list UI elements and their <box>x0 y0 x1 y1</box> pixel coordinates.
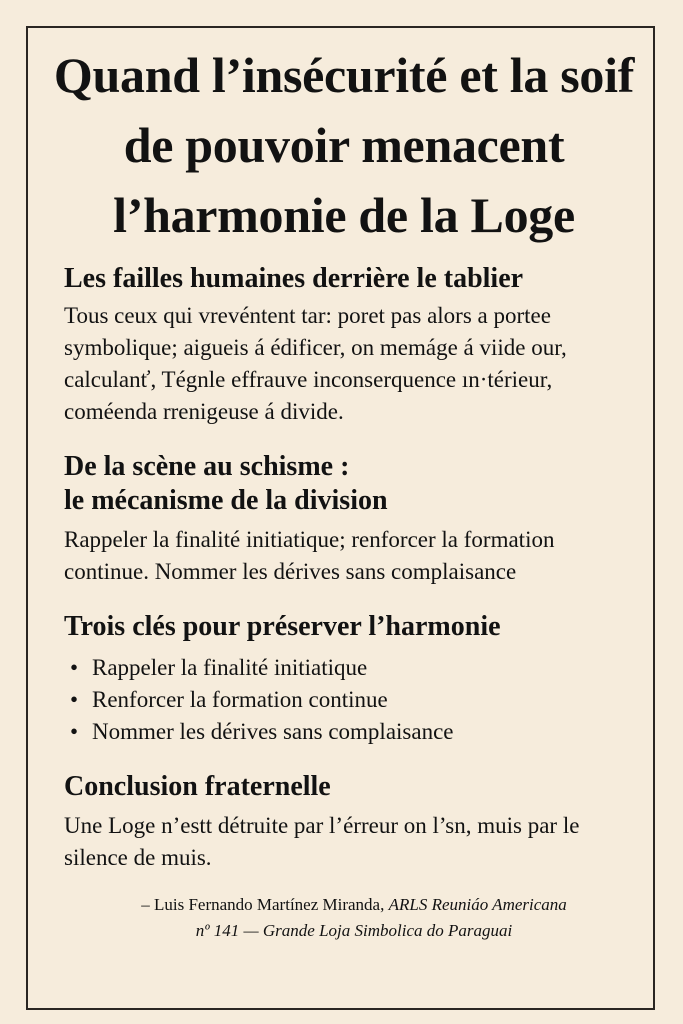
section-conclusion <box>64 770 624 874</box>
section-heading: Trois clés pour préserver l’harmonie <box>64 611 501 642</box>
section-division <box>64 450 624 588</box>
section-three-keys <box>64 610 624 748</box>
list-item-text: Renforcer la formation continue <box>92 687 388 712</box>
section-body: Tous ceux qui vrevéntent tar: poret pas alors a portee symbolique; aigueis á édificer, on memáge á viide our, calculanť, Tégnle effrauve inconserquence ın·térieur, coméenda rrenigeuse á divide. <box>64 303 567 424</box>
list-item <box>64 652 624 684</box>
list-item-text: Nommer les dérives sans complaisance <box>92 719 454 744</box>
signature-grand-lodge: — Grande Loja Simbolica do Paraguai <box>243 921 513 940</box>
section-heading-line2: le mécanisme de la division <box>64 485 388 516</box>
list-item <box>64 716 624 748</box>
bullet-icon: • <box>70 687 79 712</box>
bullet-icon: • <box>70 719 79 744</box>
bullet-icon: • <box>70 655 79 680</box>
section-body: Une Loge n’estt détruite par l’érreur on l’sn, muis par le silence de muis. <box>64 813 580 870</box>
section-human-flaws <box>64 262 624 428</box>
list-item-text: Rappeler la finalité initiatique <box>92 655 368 680</box>
section-heading: Les failles humaines derrière le tablier <box>64 263 524 294</box>
section-heading-line1: De la scène au schisme : <box>64 451 350 482</box>
page-title: Quand l’insécurité et la soif de pouvoir menacent l’harmonie de la Loge <box>53 47 635 243</box>
signature-author: – Luis Fernando Martínez Miranda, <box>141 895 385 914</box>
signature <box>64 892 624 944</box>
signature-number: nº 141 <box>195 921 240 940</box>
signature-lodge: ARLS Reuniáo Americana <box>388 895 567 914</box>
article <box>53 40 635 944</box>
key-list <box>64 652 624 748</box>
section-heading: Conclusion fraternelle <box>64 771 331 802</box>
list-item <box>64 684 624 716</box>
section-heading <box>64 450 624 518</box>
section-body: Rappeler la finalité initiatique; renforcer la formation continue. Nommer les dérives sans complaisance <box>64 527 555 584</box>
